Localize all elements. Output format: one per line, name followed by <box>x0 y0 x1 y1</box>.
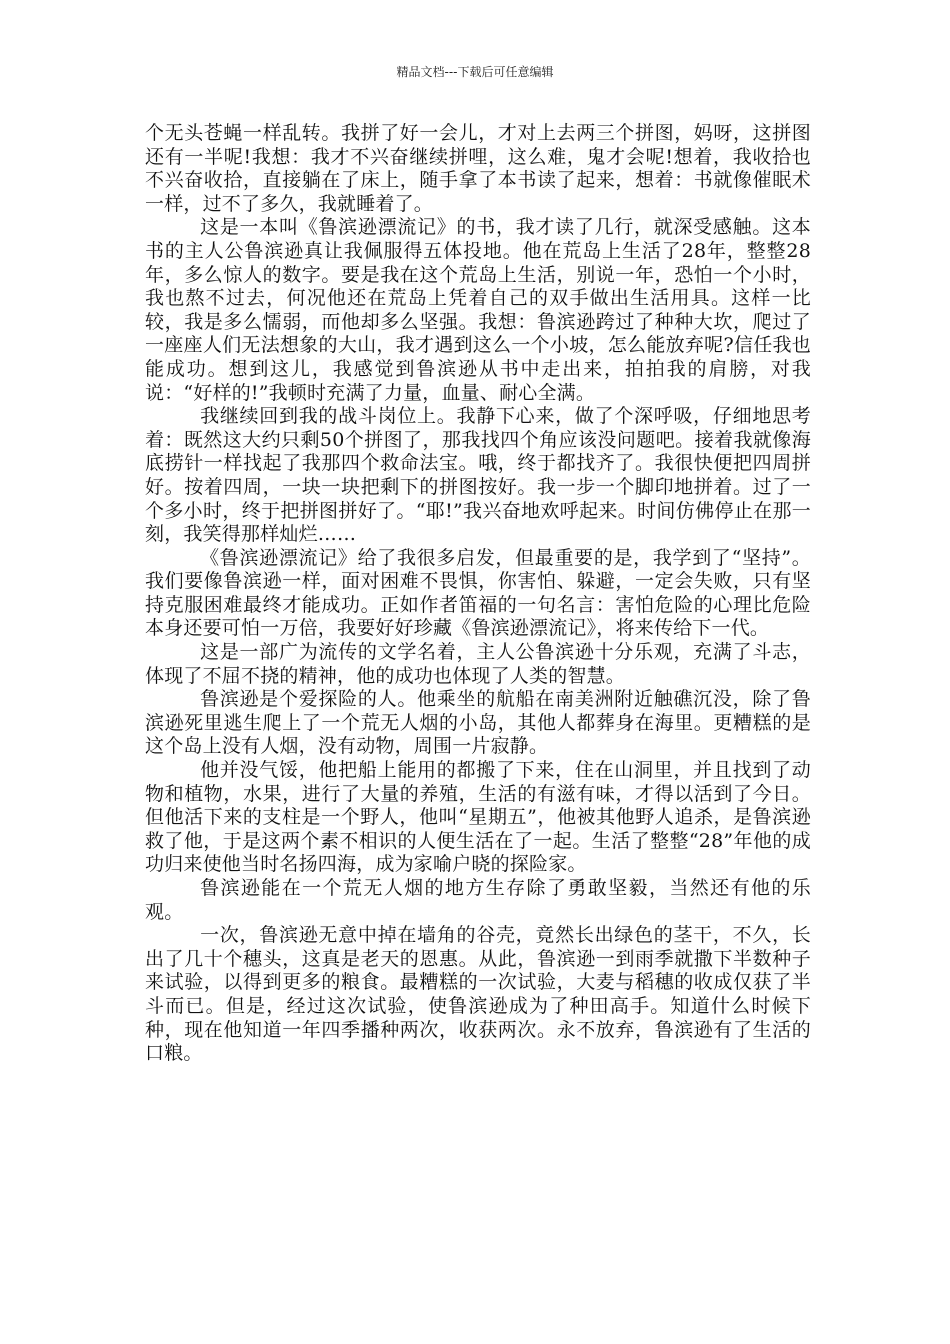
paragraph-5: 这是一部广为流传的文学名着，主人公鲁滨逊十分乐观，充满了斗志，体现了不屈不挠的精神，他的成功也体现了人类的智慧。 <box>145 641 811 687</box>
document-body <box>145 122 811 1066</box>
paragraph-2: 这是一本叫《鲁滨逊漂流记》的书，我才读了几行，就深受感触。这本书的主人公鲁滨逊真让我佩服得五体投地。他在荒岛上生活了28年，整整28年，多么惊人的数字。要是我在这个荒岛上生活，别说一年，恐怕一个小时，我也熬不过去，何况他还在荒岛上凭着自己的双手做出生活用具。这样一比较，我是多么懦弱，而他却多么坚强。我想：鲁滨逊跨过了种种大坎，爬过了一座座人们无法想象的大山，我才遇到这么一个小坡，怎么能放弃呢?信任我也能成功。想到这儿，我感觉到鲁滨逊从书中走出来，拍拍我的肩膀，对我说：“好样的!”我顿时充满了力量，血量、耐心全满。 <box>145 216 811 404</box>
paragraph-8: 鲁滨逊能在一个荒无人烟的地方生存除了勇敢坚毅，当然还有他的乐观。 <box>145 877 811 923</box>
paragraph-3: 我继续回到我的战斗岗位上。我静下心来，做了个深呼吸，仔细地思考着：既然这大约只剩50个拼图了，那我找四个角应该没问题吧。接着我就像海底捞针一样找起了我那四个救命法宝。哦，终于都找齐了。我很快便把四周拼好。按着四周，一块一块把剩下的拼图按好。我一步一个脚印地拼着。过了一个多小时，终于把拼图拼好了。“耶!”我兴奋地欢呼起来。时间仿佛停止在那一刻，我笑得那样灿烂…… <box>145 405 811 546</box>
paragraph-4: 《鲁滨逊漂流记》给了我很多启发，但最重要的是，我学到了“坚持”。我们要像鲁滨逊一样，面对困难不畏惧，你害怕、躲避，一定会失败，只有坚持克服困难最终才能成功。正如作者笛福的一句名言：害怕危险的心理比危险本身还要可怕一万倍，我要好好珍藏《鲁滨逊漂流记》，将来传给下一代。 <box>145 546 811 640</box>
paragraph-7: 他并没气馁，他把船上能用的都搬了下来，住在山洞里，并且找到了动物和植物，水果，进行了大量的养殖，生活的有滋有味，才得以活到了今日。但他活下来的支柱是一个野人，他叫“星期五”，他被其他野人追杀，是鲁滨逊救了他，于是这两个素不相识的人便生活在了一起。生活了整整“28”年他的成功归来使他当时名扬四海，成为家喻户晓的探险家。 <box>145 759 811 876</box>
paragraph-9: 一次，鲁滨逊无意中掉在墙角的谷壳，竟然长出绿色的茎干，不久，长出了几十个穗头，这真是老天的恩惠。从此，鲁滨逊一到雨季就撒下半数种子来试验，以得到更多的粮食。最糟糕的一次试验，大麦与稻穗的收成仅获了半斗而已。但是，经过这次试验，使鲁滨逊成为了种田高手。知道什么时候下种，现在他知道一年四季播种两次，收获两次。永不放弃，鲁滨逊有了生活的口粮。 <box>145 924 811 1065</box>
page-header: 精品文档---下载后可任意编辑 <box>396 65 554 79</box>
paragraph-1: 个无头苍蝇一样乱转。我拼了好一会儿，才对上去两三个拼图，妈呀，这拼图还有一半呢!我想：我才不兴奋继续拼哩，这么难，鬼才会呢!想着，我收拾也不兴奋收拾，直接躺在了床上，随手拿了本书读了起来，想着：书就像催眠术一样，过不了多久，我就睡着了。 <box>145 122 811 215</box>
paragraph-6: 鲁滨逊是个爱探险的人。他乘坐的航船在南美洲附近触礁沉没，除了鲁滨逊死里逃生爬上了一个荒无人烟的小岛，其他人都葬身在海里。更糟糕的是这个岛上没有人烟，没有动物，周围一片寂静。 <box>145 688 811 758</box>
